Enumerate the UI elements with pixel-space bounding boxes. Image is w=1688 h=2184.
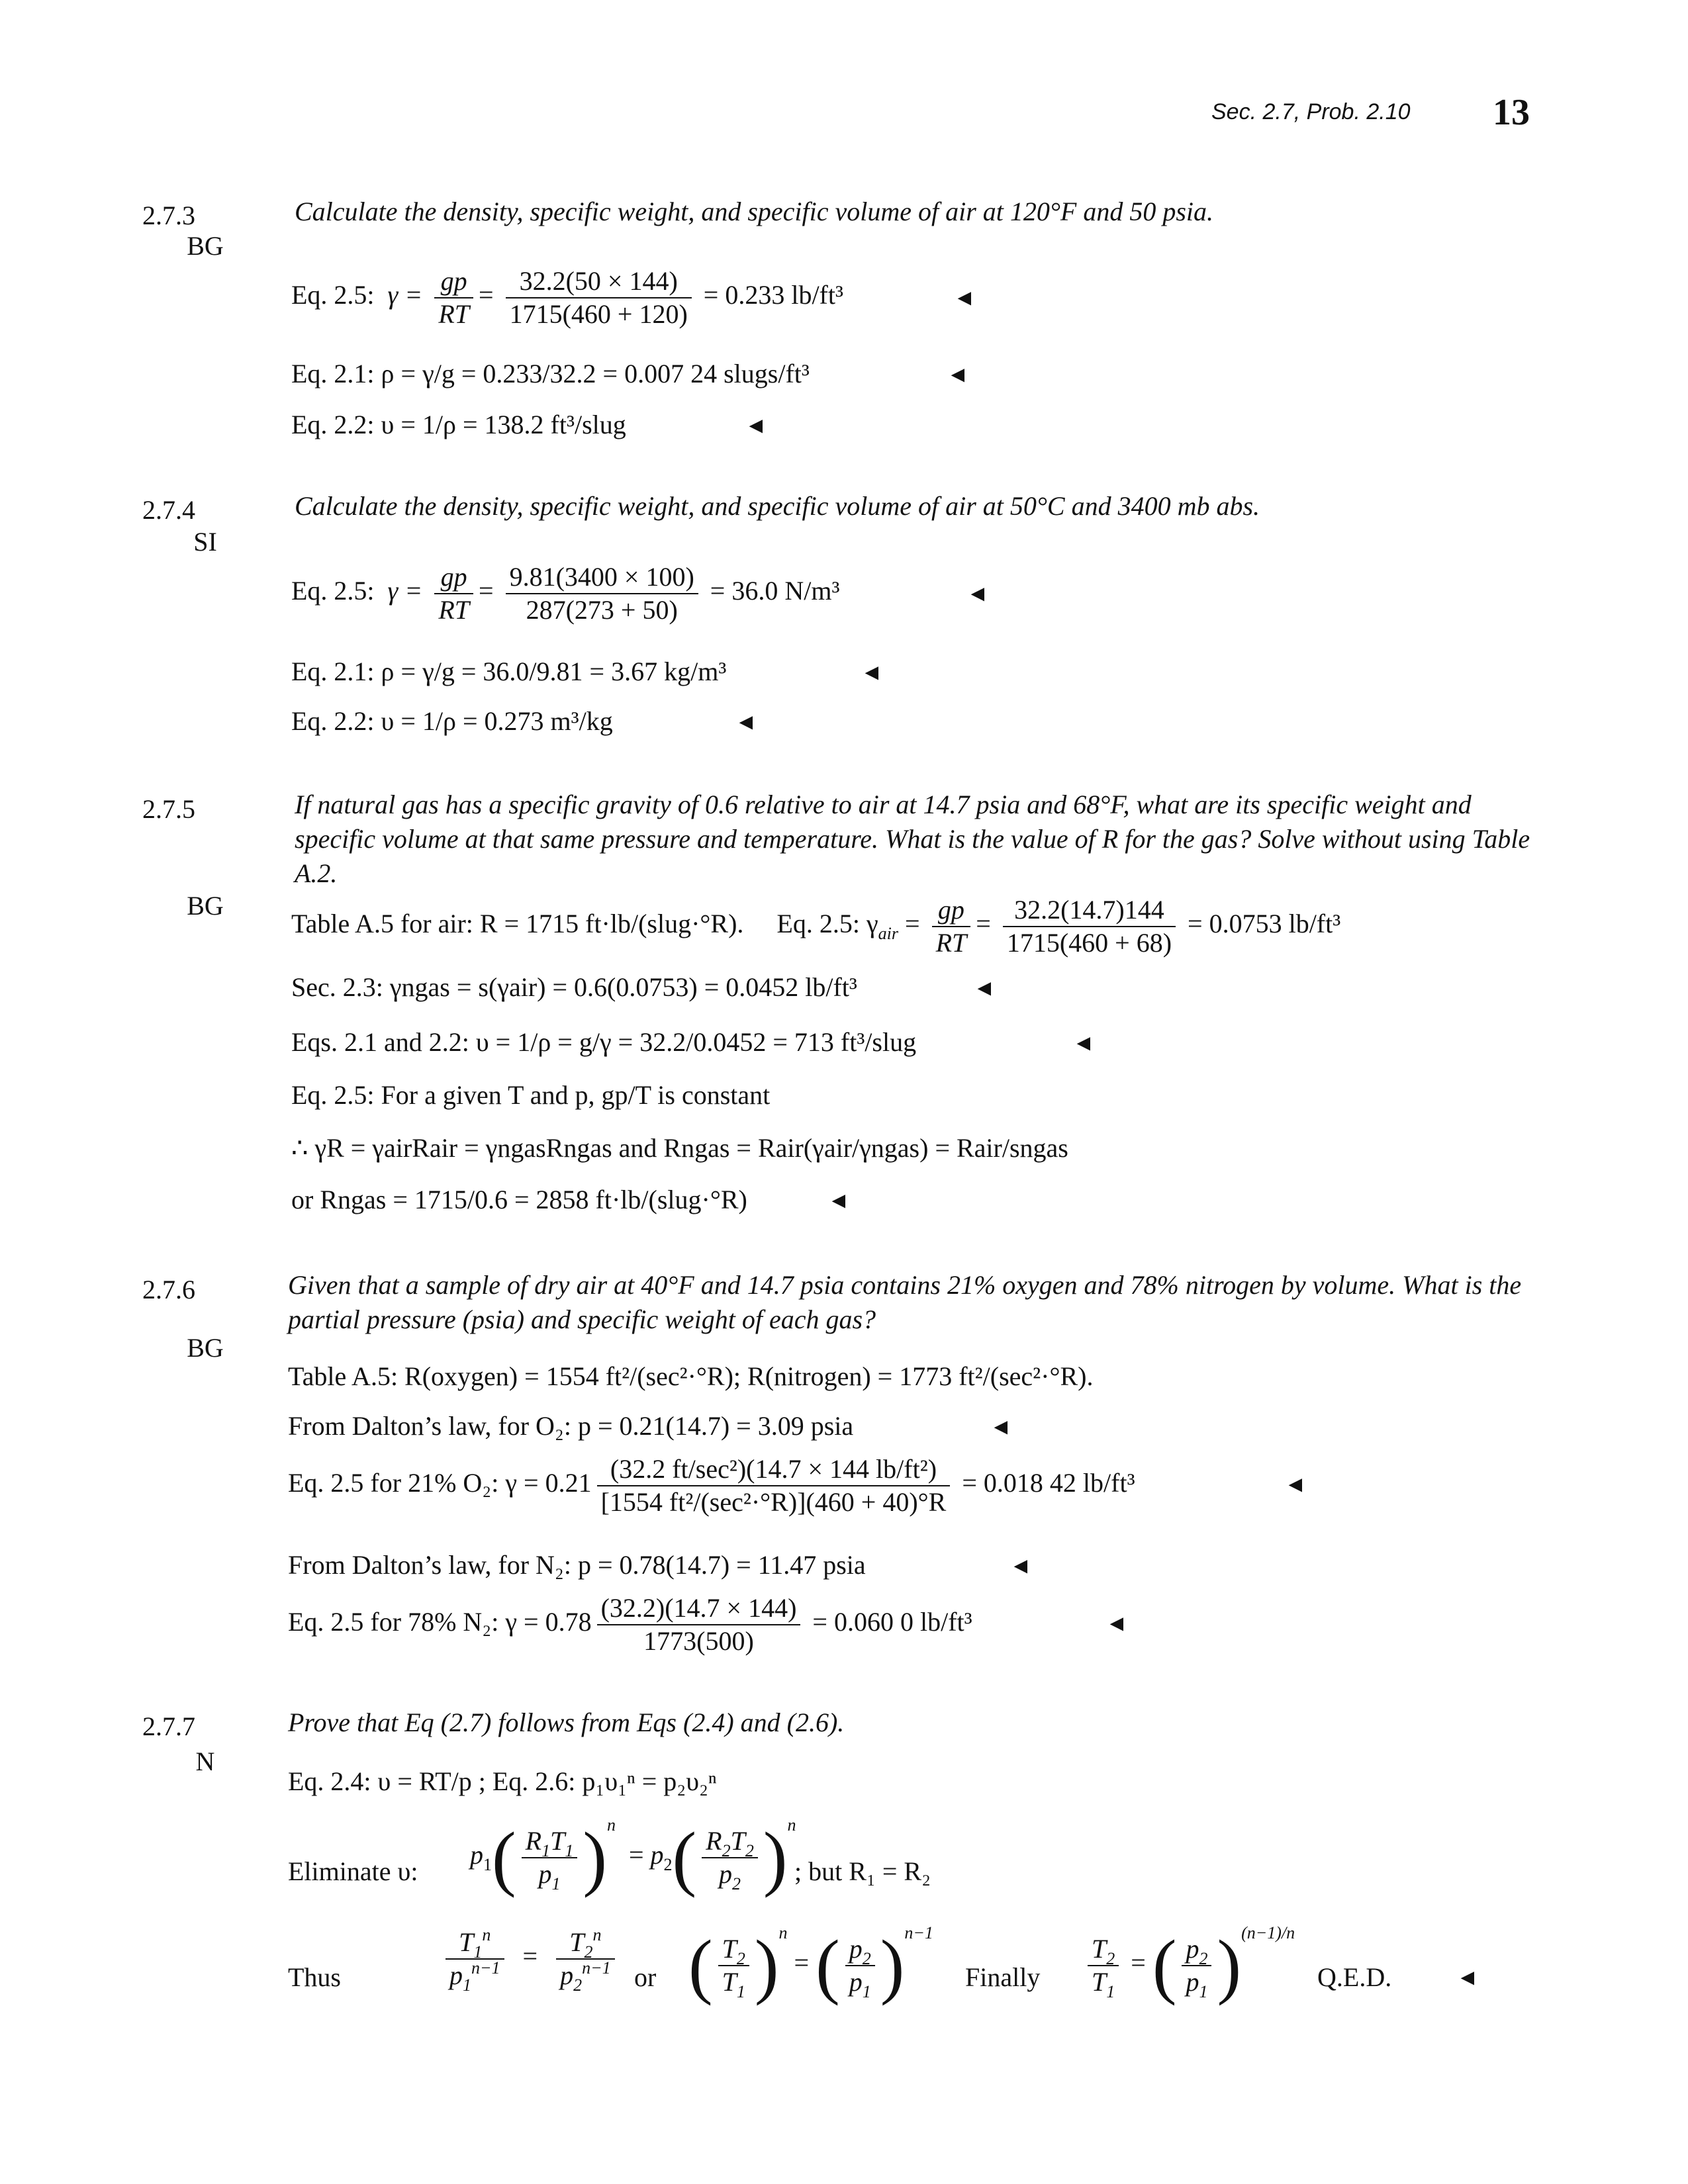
equation-line: Eq. 2.1: ρ = γ/g = 36.0/9.81 = 3.67 kg/m³ [291,657,727,686]
equation-line: From Dalton’s law, for N₂: p = 0.78(14.7) = 11.47 psia [288,1550,866,1580]
or-label: or [634,1962,657,1992]
eq-text: Table A.5 for air: R = 1715 ft·lb/(slug·°R). [291,909,744,939]
equation-line: or Rngas = 1715/0.6 = 2858 ft·lb/(slug·°R) [291,1185,747,1214]
eq-label: Eq. 2.5: [291,280,375,310]
fraction-numerator: 32.2(50 × 144) [506,268,692,298]
answer-marker-icon: ◄ [1009,1554,1032,1578]
fraction-numerator: gp [434,564,473,594]
eq-lhs: γ = [387,576,423,606]
equation-line: Eq. 2.5: γ = $\frac{gp}{RT}$ = $\frac{9.81(3400 \times 100)}{287(273 + 50)}$ = 36.0 N/m³ [291,562,840,625]
fraction [932,897,971,956]
equation-line: Eq. 2.1: ρ = γ/g = 0.233/32.2 = 0.007 24 slugs/ft³ [291,359,810,388]
fraction [506,564,698,623]
qed-label: Q.E.D. [1317,1962,1392,1992]
answer-marker-icon: ◄ [861,660,883,685]
subscript: air [878,924,898,944]
problem-statement: Prove that Eq (2.7) follows from Eqs (2.4) and (2.6). [288,1707,845,1737]
fraction [506,268,692,328]
fraction-numerator: gp [434,268,473,298]
eq-result: = 0.233 lb/ft³ [703,280,843,310]
fraction-numerator: 9.81(3400 × 100) [506,564,698,594]
fraction-denominator: RT [438,299,469,329]
problem-statement: If natural gas has a specific gravity of 0.6 relative to air at 14.7 psia and 68°F, what are its specific weight and specific volume at that same pressure and temperature. What is the value of R for the gas? Solve without using Table A.2. [295,790,1530,888]
equation-line: Eq. 2.2: υ = 1/ρ = 0.273 m³/kg [291,706,613,736]
equation-line: Table A.5 for air: R = 1715 ft·lb/(slug·°R). Eq. 2.5: $\gamma_{air}$ = $\frac{gp}{RT}$ = $\frac{32.2(14.7)144}{1715(460 + 68)}$ = 0.0753 lb/ft³ [291,895,1341,958]
answer-marker-icon: ◄ [1072,1031,1095,1056]
equation-line: Eqs. 2.1 and 2.2: υ = 1/ρ = g/γ = 32.2/0.0452 = 713 ft³/slug [291,1027,917,1057]
fraction [1003,897,1176,956]
unit-system: BG [187,231,224,261]
equation-line: From Dalton’s law, for O₂: p = 0.21(14.7) = 3.09 psia [288,1411,854,1441]
eliminate-label: Eliminate υ: [288,1856,418,1886]
equation-line: ∴ γR = γairRair = γngasRngas and Rngas = Rair(γair/γngas) = Rair/sngas [291,1133,1068,1163]
problem-statement: Given that a sample of dry air at 40°F and 14.7 psia contains 21% oxygen and 78% nitrogen by volume. What is the partial pressure (psia) and specific weight of each gas? [288,1270,1522,1334]
equation-line [288,1595,972,1655]
problem-number: 2.7.4 [142,495,195,525]
fraction-denominator: RT [438,595,469,625]
thus-label: Thus [288,1962,341,1992]
fraction-denominator: 1715(460 + 68) [1006,928,1172,958]
eq-label: Eq. 2.5 for 21% O₂: γ = 0.21 [288,1468,592,1498]
thus-equation: $\frac{T_1^n}{p_1^{n-1}}$ = $\frac{T_2^n}{p_2^{n-1}}$ [440,1929,620,1989]
fraction-denominator: 287(273 + 50) [526,595,678,625]
fraction-denominator: [1554 ft²/(sec²·°R)](460 + 40)°R [600,1487,947,1517]
equation-line: Table A.5: R(oxygen) = 1554 ft²/(sec²·°R); R(nitrogen) = 1773 ft²/(sec²·°R). [288,1361,1094,1391]
eq-result: = 36.0 N/m³ [710,576,840,606]
equation-line [288,1456,1135,1516]
eq-result: = 0.018 42 lb/ft³ [962,1468,1135,1498]
fraction [434,564,473,623]
answer-marker-icon: ◄ [973,976,996,1001]
eq-label: Eq. 2.5 for 78% N₂: γ = 0.78 [288,1607,592,1637]
eq-text: ; but R₁ = R₂ [794,1856,931,1886]
equation-line: Eq. 2.2: υ = 1/ρ = 138.2 ft³/slug [291,410,626,439]
fraction-denominator: RT [935,928,967,958]
or-equation: ( $\frac{T_2}{T_1}$ )$^n$ = ( $\frac{p_2}{p_1}$ )$^{n-1}$ [688,1923,933,2006]
finally-label: Finally [965,1962,1041,1992]
fraction [597,1456,951,1516]
equation-line: Eq. 2.5: For a given T and p, gp/T is constant [291,1080,771,1110]
running-head: Sec. 2.7, Prob. 2.10 [1211,99,1411,124]
eq-result: = 0.060 0 lb/ft³ [812,1607,972,1637]
page-number: 13 [1493,92,1530,133]
problem-number: 2.7.7 [142,1711,195,1741]
fraction-numerator: (32.2)(14.7 × 144) [597,1595,801,1625]
problem-statement: Calculate the density, specific weight, and specific volume of air at 120°F and 50 psia. [295,197,1214,226]
unit-system: SI [193,527,217,557]
problem-number: 2.7.5 [142,794,195,824]
answer-marker-icon: ◄ [966,582,989,606]
problem-number: 2.7.6 [142,1275,195,1304]
eliminate-equation: $p_1$( $\frac{R_1T_1}{p_1}$ )$^n = p_2$( $\frac{R_2T_2}{p_2}$ )$^n$ [470,1815,796,1898]
answer-marker-icon: ◄ [745,414,767,438]
eq-lhs: γ = [387,280,423,310]
final-equation: $\frac{T_2}{T_1}$ = ( $\frac{p_2}{p_1}$ )$^{(n-1)/n}$ [1082,1929,1295,2002]
fraction [434,268,473,328]
unit-system: BG [187,1333,224,1363]
fraction-numerator: (32.2 ft/sec²)(14.7 × 144 lb/ft²) [597,1456,951,1486]
answer-marker-icon: ◄ [947,363,969,387]
unit-system: N [195,1747,215,1776]
fraction-numerator: gp [932,897,971,927]
answer-marker-icon: ◄ [1456,1966,1479,1990]
fraction-denominator: 1715(460 + 120) [509,299,688,329]
fraction-numerator: 32.2(14.7)144 [1003,897,1176,927]
answer-marker-icon: ◄ [1105,1612,1128,1636]
eq-result: = 0.0753 lb/ft³ [1188,909,1341,939]
fraction-denominator: 1773(500) [643,1626,754,1656]
unit-system: BG [187,891,224,921]
problem-number: 2.7.3 [142,201,195,230]
equation-line: Sec. 2.3: γngas = s(γair) = 0.6(0.0753) = 0.0452 lb/ft³ [291,972,857,1002]
eq-text: Eq. 2.5: γ [776,909,878,939]
equation-line: Eq. 2.4: υ = RT/p ; Eq. 2.6: p₁υ₁ⁿ = p₂υ₂ⁿ [288,1766,717,1796]
answer-marker-icon: ◄ [735,710,757,735]
fraction [597,1595,801,1655]
eq-label: Eq. 2.5: [291,576,375,606]
problem-statement: Calculate the density, specific weight, and specific volume of air at 50°C and 3400 mb abs. [295,491,1260,521]
answer-marker-icon: ◄ [827,1189,850,1213]
equation-line: Eq. 2.5: γ = $\frac{gp}{RT}$ = $\frac{32.2(50 \times 144)}{1715(460 + 120)}$ = 0.233 lb/ft³ [291,266,843,329]
answer-marker-icon: ◄ [990,1415,1012,1439]
answer-marker-icon: ◄ [953,286,976,310]
answer-marker-icon: ◄ [1284,1473,1307,1497]
